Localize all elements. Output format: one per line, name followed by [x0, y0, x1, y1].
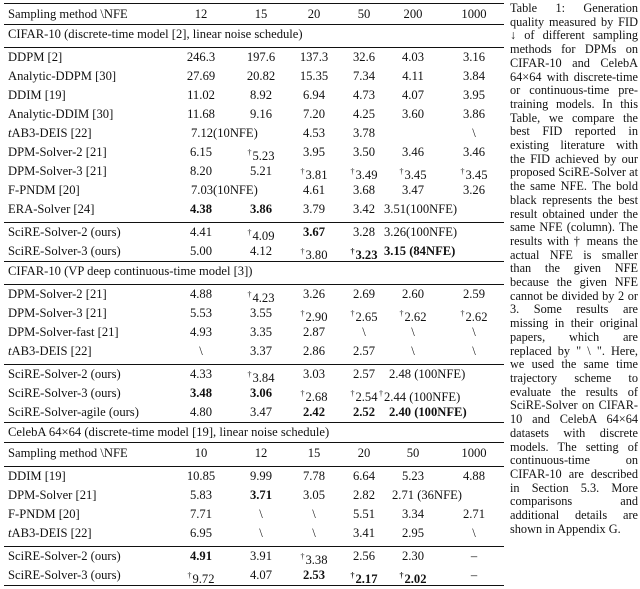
cell-value: 3.81 [305, 168, 328, 182]
header-nfe: 15 [307, 446, 321, 460]
cell-value: \ [259, 526, 263, 540]
table-caption: Table 1: Generation quality measured by FID ↓ of different sampling methods for DPMs on CIFAR-10 and CelebA 64×64 with discrete-time or continuous-time pre-training models. In this Table, we compare the best FID reported in existing literature with the FID achieved by our proposed SciRE-Solver at the same NFE. The bold black represents the best result obtained under the same NFE (column). The results with † means the actual NFE is smaller than the given NFE because the given NFE cannot be divided by 2 or 3. Some results are missing in their original papers, which are replaced by " \ ". Here, we used the same time trajectory scheme to evaluate the results of SciRE-Solver on CIFAR-10 and CelebA 64×64 datasets with discrete models. The setting of continuous-time on CIFAR-10 are described in Section 5.3. More comparisons and additional details are shown in Appendix G. [510, 1, 638, 536]
cell-value: 2.69 [352, 287, 376, 301]
cell-value: 4.41 [189, 225, 213, 239]
dagger-mark: † [300, 389, 305, 398]
italic-prefix: t [8, 126, 12, 140]
header-nfe: 20 [357, 446, 371, 460]
cell-value: \ [312, 507, 316, 521]
cell-value: 9.16 [249, 107, 273, 121]
cell-value: \ [312, 526, 316, 540]
cell-value: \ [411, 344, 415, 358]
method-name: tAB3-DEIS [22] [8, 526, 92, 540]
cell-value: \ [362, 325, 366, 339]
cell-value: \ [259, 507, 263, 521]
cell-value: 3.05 [302, 488, 326, 502]
cell-value: 32.6 [352, 50, 376, 64]
cell-value: 5.53 [189, 306, 213, 320]
cell-value: 4.61 [302, 183, 326, 197]
cell-value: 5.23 [401, 469, 425, 483]
dagger-mark: † [350, 571, 355, 580]
cell-value: 4.93 [189, 325, 213, 339]
cell-value: 3.47 [401, 183, 425, 197]
method-name: SciRE-Solver-3 (ours) [8, 568, 121, 582]
cell-value: 3.60 [401, 107, 425, 121]
dagger-mark: † [300, 247, 305, 256]
header-nfe: 50 [357, 7, 371, 21]
section-label: CIFAR-10 (discrete-time model [2], linear noise schedule) [8, 27, 303, 41]
cell-value: 2.86 [302, 344, 326, 358]
cell-value: 3.23 [355, 248, 378, 262]
cell-value: 3.71 [249, 488, 273, 502]
cell-value: 3.48 [189, 386, 213, 400]
cell-value: 4.88 [462, 469, 486, 483]
cell-value: 5.51 [352, 507, 376, 521]
cell-value: 3.84 [252, 371, 275, 385]
table-row [4, 546, 504, 566]
header-nfe: 20 [307, 7, 321, 21]
cell-value: 2.82 [352, 488, 376, 502]
cell-value: 3.26 [462, 183, 486, 197]
cell-value: 2.71 [462, 507, 486, 521]
cell-value: 6.95 [189, 526, 213, 540]
table-row [4, 524, 504, 543]
cell-value: 4.33 [189, 367, 213, 381]
section-title [4, 422, 504, 442]
method-name: DDIM [19] [8, 469, 66, 483]
header-nfe: 12 [254, 446, 268, 460]
cell-value: 4.53 [302, 126, 326, 140]
table-row [4, 86, 504, 105]
cell-value: 3.45 [404, 168, 427, 182]
cell-value: – [470, 549, 478, 563]
dagger-mark: † [350, 167, 355, 176]
cell-value: 3.80 [305, 248, 328, 262]
cell-value: 3.46 [401, 145, 425, 159]
cell-value: 2.53 [302, 568, 326, 582]
cell-value: 6.94 [302, 88, 326, 102]
table-row [4, 200, 504, 219]
dagger-mark: † [187, 571, 192, 580]
cell-value: 3.42 [352, 202, 376, 216]
cell-value: 3.49 [355, 168, 378, 182]
cell-value: 2.48 (100NFE) [389, 367, 466, 381]
cell-value: 3.78 [352, 126, 376, 140]
cell-value: 3.95 [302, 145, 326, 159]
table-row [4, 323, 504, 342]
table-row [4, 67, 504, 86]
header-nfe: 50 [406, 446, 420, 460]
method-name: DDIM [19] [8, 88, 66, 102]
cell-value: 4.07 [401, 88, 425, 102]
cell-value: \ [411, 325, 415, 339]
table-row [4, 162, 504, 181]
cell-value: 6.15 [189, 145, 213, 159]
header-nfe: 1000 [461, 446, 487, 460]
cell-value: 8.92 [249, 88, 273, 102]
table-row [4, 364, 504, 384]
dagger-mark: † [460, 309, 465, 318]
header-method: Sampling method \NFE [8, 7, 128, 21]
cell-value: 3.47 [249, 405, 273, 419]
cell-value: 5.00 [189, 244, 213, 258]
cell-value: 5.21 [249, 164, 273, 178]
method-name: SciRE-Solver-2 (ours) [8, 367, 121, 381]
method-name: SciRE-Solver-agile (ours) [8, 405, 139, 419]
method-name: SciRE-Solver-3 (ours) [8, 244, 121, 258]
section-label: CIFAR-10 (VP deep continuous-time model [3]) [8, 264, 253, 278]
cell-value: 6.64 [352, 469, 376, 483]
table-row [4, 304, 504, 323]
dagger-mark: † [247, 148, 252, 157]
method-name: Analytic-DDIM [30] [8, 107, 114, 121]
dagger-mark: † [300, 167, 305, 176]
cell-value: 4.80 [189, 405, 213, 419]
cell-value: 2.62 [465, 310, 488, 324]
cell-value: 4.25 [352, 107, 376, 121]
cell-value: 2.42 [302, 405, 326, 419]
section-label: CelebA 64×64 (discrete-time model [19], linear noise schedule) [8, 425, 330, 439]
header-nfe: 200 [403, 7, 423, 21]
table-bottom-rule [4, 585, 504, 587]
cell-value: 2.02 [404, 572, 427, 586]
method-name: DDPM [2] [8, 50, 63, 64]
cell-value: 3.15 (84NFE) [384, 244, 456, 258]
cell-value: 3.38 [305, 553, 328, 567]
cell-value: 137.3 [299, 50, 329, 64]
dagger-mark: † [247, 228, 252, 237]
cell-value: 9.72 [192, 572, 215, 586]
table-row [4, 284, 504, 304]
table-row [4, 566, 504, 585]
dagger-mark: † [379, 389, 383, 398]
method-name: DPM-Solver-2 [21] [8, 145, 107, 159]
italic-prefix: t [8, 344, 12, 358]
cell-value: 11.02 [187, 88, 215, 102]
table-row [4, 242, 504, 261]
cell-value: 3.37 [249, 344, 273, 358]
dagger-mark: † [399, 571, 404, 580]
dagger-mark: † [399, 167, 404, 176]
cell-value: 2.71 (36NFE) [392, 488, 462, 502]
method-name: DPM-Solver-fast [21] [8, 325, 119, 339]
cell-value: 2.90 [305, 310, 328, 324]
cell-value: 3.03 [302, 367, 326, 381]
table-row [4, 505, 504, 524]
header-method: Sampling method \NFE [8, 446, 128, 460]
table-row [4, 181, 504, 200]
cell-value: 15.35 [299, 69, 329, 83]
dagger-mark: † [350, 247, 355, 256]
method-name: Analytic-DDPM [30] [8, 69, 117, 83]
cell-value: 3.28 [352, 225, 376, 239]
dagger-mark: † [350, 309, 355, 318]
cell-value: 7.71 [189, 507, 213, 521]
method-name: tAB3-DEIS [22] [8, 344, 92, 358]
method-name: SciRE-Solver-2 (ours) [8, 549, 121, 563]
cell-value: 4.88 [189, 287, 213, 301]
table-row [4, 143, 504, 162]
cell-value: 2.60 [401, 287, 425, 301]
method-name: DPM-Solver-3 [21] [8, 164, 107, 178]
cell-value: 3.91 [249, 549, 273, 563]
cell-value: 4.11 [402, 69, 424, 83]
cell-value: 5.23 [252, 149, 275, 163]
method-name: SciRE-Solver-3 (ours) [8, 386, 121, 400]
header-nfe: 1000 [461, 7, 487, 21]
cell-value: 3.86 [462, 107, 486, 121]
merged-cell: 7.12(10NFE) [191, 126, 258, 140]
table-row [4, 403, 504, 422]
header-nfe: 10 [194, 446, 208, 460]
cell-value: 4.23 [252, 291, 275, 305]
cell-value: 4.38 [189, 202, 213, 216]
cell-value: 4.91 [189, 549, 213, 563]
method-name: ERA-Solver [24] [8, 202, 95, 216]
header-row [4, 442, 504, 463]
method-name: DPM-Solver-2 [21] [8, 287, 107, 301]
cell-value: 4.03 [401, 50, 425, 64]
cell-value: 3.95 [462, 88, 486, 102]
dagger-mark: † [350, 389, 355, 398]
merged-cell: 7.03(10NFE) [191, 183, 258, 197]
cell-value: 3.16 [462, 50, 486, 64]
results-table [4, 3, 504, 587]
cell-value: 3.68 [352, 183, 376, 197]
dagger-mark: † [247, 370, 252, 379]
cell-value: 2.95 [401, 526, 425, 540]
table-row [4, 466, 504, 486]
cell-value: 2.40 (100NFE) [389, 405, 467, 419]
cell-value: 3.67 [302, 225, 326, 239]
cell-value: 20.82 [246, 69, 276, 83]
table-row [4, 342, 504, 361]
cell-value: 3.50 [352, 145, 376, 159]
cell-value: 9.99 [249, 469, 273, 483]
dagger-mark: † [399, 309, 404, 318]
cell-value: 3.46 [462, 145, 486, 159]
dagger-mark: † [460, 167, 465, 176]
method-name: DPM-Solver-3 [21] [8, 306, 107, 320]
italic-prefix: t [8, 526, 12, 540]
cell-value: \ [199, 344, 203, 358]
dagger-mark: † [300, 552, 305, 561]
cell-value: 197.6 [246, 50, 276, 64]
dagger-mark: † [247, 290, 252, 299]
cell-value: 3.34 [401, 507, 425, 521]
cell-value: \ [472, 126, 476, 140]
table-row [4, 384, 504, 403]
cell-value: 3.26 [302, 287, 326, 301]
cell-value: 3.55 [249, 306, 273, 320]
cell-value: 7.78 [302, 469, 326, 483]
cell-value: 2.57 [352, 367, 376, 381]
table-row [4, 105, 504, 124]
cell-value: 7.20 [302, 107, 326, 121]
cell-value: 27.69 [186, 69, 216, 83]
cell-value: 2.62 [404, 310, 427, 324]
cell-value: \ [472, 325, 476, 339]
cell-value: 2.56 [352, 549, 376, 563]
table-row [4, 124, 504, 143]
header-nfe: 12 [194, 7, 208, 21]
cell-value: 5.83 [189, 488, 213, 502]
cell-value: 3.35 [249, 325, 273, 339]
cell-value: 7.34 [352, 69, 376, 83]
header-row [4, 3, 504, 24]
method-name: SciRE-Solver-2 (ours) [8, 225, 121, 239]
section-title [4, 24, 504, 44]
cell-value: 2.57 [352, 344, 376, 358]
cell-value: 3.86 [249, 202, 273, 216]
cell-value: 2.30 [401, 549, 425, 563]
cell-value: 4.12 [249, 244, 273, 258]
cell-value: 3.06 [249, 386, 273, 400]
cell-value: 2.54 [355, 390, 378, 404]
method-name: DPM-Solver [21] [8, 488, 97, 502]
cell-value: 2.44 (100NFE) [384, 390, 461, 404]
section-title [4, 261, 504, 281]
cell-value: \ [472, 344, 476, 358]
cell-value: 2.52 [352, 405, 376, 419]
method-name: F-PNDM [20] [8, 183, 80, 197]
cell-value: 4.73 [352, 88, 376, 102]
cell-value: 10.85 [186, 469, 216, 483]
method-name: F-PNDM [20] [8, 507, 80, 521]
cell-value: 4.07 [249, 568, 273, 582]
cell-value: 2.65 [355, 310, 378, 324]
cell-value: 3.41 [352, 526, 376, 540]
method-name: tAB3-DEIS [22] [8, 126, 92, 140]
table-row [4, 47, 504, 67]
table-row [4, 222, 504, 242]
cell-value: 11.68 [187, 107, 215, 121]
cell-value: 2.17 [355, 572, 378, 586]
cell-value: 8.20 [189, 164, 213, 178]
cell-value: 3.45 [465, 168, 488, 182]
cell-value: 4.09 [252, 229, 275, 243]
cell-value: 2.68 [305, 390, 328, 404]
cell-value: – [470, 568, 478, 582]
cell-value: 3.84 [462, 69, 486, 83]
cell-value: 3.51(100NFE) [384, 202, 458, 216]
cell-value: 2.87 [302, 325, 326, 339]
header-nfe: 15 [254, 7, 268, 21]
cell-value: 3.26(100NFE) [384, 225, 458, 239]
table-row [4, 486, 504, 505]
cell-value: \ [472, 526, 476, 540]
dagger-mark: † [300, 309, 305, 318]
cell-value: 246.3 [186, 50, 216, 64]
cell-value: 3.79 [302, 202, 326, 216]
cell-value: 2.59 [462, 287, 486, 301]
